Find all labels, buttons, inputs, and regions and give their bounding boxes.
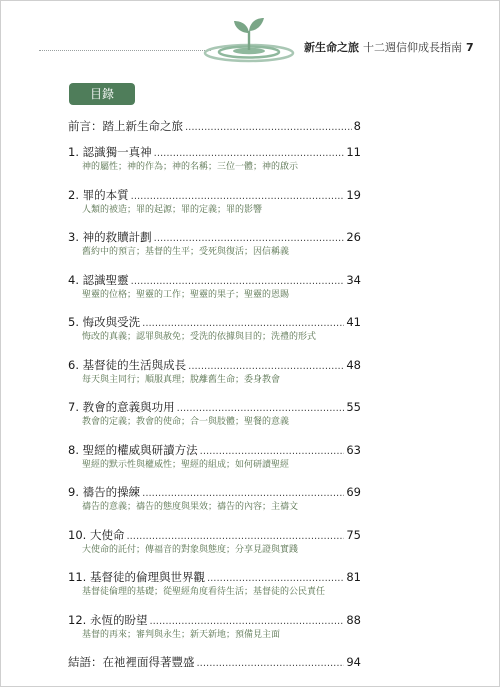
toc-entry-epilogue[interactable] bbox=[68, 654, 361, 670]
chapter-topics: 人類的被造；罪的起源；罪的定義；罪的影響 bbox=[82, 204, 263, 215]
toc-entry-chapter[interactable] bbox=[68, 612, 361, 642]
chapter-topics: 教會的定義；教會的使命；合一與肢體；聖餐的意義 bbox=[82, 417, 290, 427]
toc-entry-chapter[interactable] bbox=[68, 229, 361, 259]
toc-entry-chapter[interactable] bbox=[68, 187, 361, 217]
entry-title: 6. 基督徒的生活與成長 bbox=[68, 357, 187, 372]
entry-title: 3. 神的救贖計劃 bbox=[68, 230, 152, 244]
toc-entry-chapter[interactable] bbox=[68, 569, 361, 599]
entry-title: 7. 教會的意義與功用 bbox=[68, 400, 175, 414]
toc-entry-preface[interactable] bbox=[68, 118, 361, 134]
entry-page-number: 19 bbox=[346, 187, 361, 202]
chapter-topics: 聖經的默示性與權威性；聖經的組成；如何研讀聖經 bbox=[82, 459, 290, 470]
entry-title: 結語：在祂裡面得著豐盛 bbox=[68, 655, 195, 669]
entry-page-number: 8 bbox=[353, 119, 361, 133]
chapter-line bbox=[68, 272, 361, 288]
dot-leader bbox=[197, 656, 345, 672]
chapter-topics: 大使命的託付；傳福音的對象與態度；分享見證與實踐 bbox=[82, 544, 299, 555]
entry-title: 12. 永恆的盼望 bbox=[68, 612, 148, 627]
entry-page-number: 69 bbox=[346, 485, 361, 499]
chapter-topics: 神的屬性；神的作為；神的名稱；三位一體；神的啟示 bbox=[82, 162, 299, 172]
chapter-line bbox=[68, 612, 361, 628]
chapter-line bbox=[68, 314, 361, 330]
entry-page-number: 63 bbox=[346, 442, 361, 457]
chapter-list bbox=[68, 144, 361, 642]
toc-entry-chapter[interactable] bbox=[68, 272, 361, 302]
running-header bbox=[304, 39, 474, 55]
entry-page-number: 26 bbox=[346, 230, 361, 244]
entry-page-number: 88 bbox=[346, 612, 361, 627]
entry-page-number: 75 bbox=[346, 527, 361, 542]
chapter-topics: 聖靈的位格；聖靈的工作；聖靈的果子；聖靈的恩賜 bbox=[82, 289, 290, 300]
chapter-line bbox=[68, 229, 361, 245]
chapter-line bbox=[68, 527, 361, 543]
entry-title: 1. 認識獨一真神 bbox=[68, 145, 152, 159]
chapter-topics: 基督的再來；審判與永生；新天新地；預備見主面 bbox=[82, 629, 281, 640]
entry-page-number: 41 bbox=[346, 315, 361, 329]
chapter-line bbox=[68, 357, 361, 373]
chapter-line bbox=[68, 484, 361, 500]
chapter-topics: 悔改的真義；認罪與赦免；受洗的依據與目的；洗禮的形式 bbox=[82, 332, 317, 342]
chapter-topics: 禱告的意義；禱告的態度與果效；禱告的內容；主禱文 bbox=[82, 502, 299, 512]
entry-page-number: 34 bbox=[346, 272, 361, 287]
toc-entry-chapter[interactable] bbox=[68, 399, 361, 429]
entry-title: 11. 基督徒的倫理與世界觀 bbox=[68, 570, 205, 584]
entry-title: 5. 悔改與受洗 bbox=[68, 315, 141, 329]
entry-title: 2. 罪的本質 bbox=[68, 187, 129, 202]
entry-page-number: 55 bbox=[346, 400, 361, 414]
entry-page-number: 48 bbox=[346, 357, 361, 372]
chapter-line bbox=[68, 442, 361, 458]
chapter-line bbox=[68, 144, 361, 160]
entry-page-number: 94 bbox=[346, 655, 361, 669]
toc-heading-badge: 目錄 bbox=[69, 83, 135, 105]
entry-title: 10. 大使命 bbox=[68, 527, 125, 542]
chapter-topics: 舊約中的預言；基督的生平；受死與復活；因信稱義 bbox=[82, 247, 290, 257]
chapter-line bbox=[68, 399, 361, 415]
toc-entry-chapter[interactable] bbox=[68, 527, 361, 557]
toc-entry-chapter[interactable] bbox=[68, 144, 361, 174]
dot-leader bbox=[185, 120, 352, 136]
toc-entry-chapter[interactable] bbox=[68, 484, 361, 514]
toc-entry-chapter[interactable] bbox=[68, 314, 361, 344]
entry-title: 9. 禱告的操練 bbox=[68, 485, 141, 499]
entry-page-number: 11 bbox=[346, 145, 361, 159]
chapter-topics: 基督徒倫理的基礎；從聖經角度看待生活；基督徒的公民責任 bbox=[82, 587, 326, 597]
book-title: 新生命之旅 bbox=[304, 41, 359, 54]
chapter-line bbox=[68, 569, 361, 585]
entry-page-number: 81 bbox=[346, 570, 361, 584]
toc-entry-chapter[interactable] bbox=[68, 357, 361, 387]
book-subtitle: 十二週信仰成長指南 bbox=[363, 41, 462, 54]
entry-title: 8. 聖經的權威與研讀方法 bbox=[68, 442, 198, 457]
table-of-contents bbox=[68, 118, 361, 670]
entry-title: 4. 認識聖靈 bbox=[68, 272, 129, 287]
sprout-logo-icon bbox=[199, 15, 299, 63]
header-rule bbox=[39, 50, 211, 51]
chapter-topics: 每天與主同行；順服真理；脫離舊生命；委身教會 bbox=[82, 374, 281, 385]
chapter-line bbox=[68, 187, 361, 203]
page-number: 7 bbox=[466, 41, 474, 54]
toc-entry-chapter[interactable] bbox=[68, 442, 361, 472]
entry-title: 前言：踏上新生命之旅 bbox=[68, 119, 183, 133]
